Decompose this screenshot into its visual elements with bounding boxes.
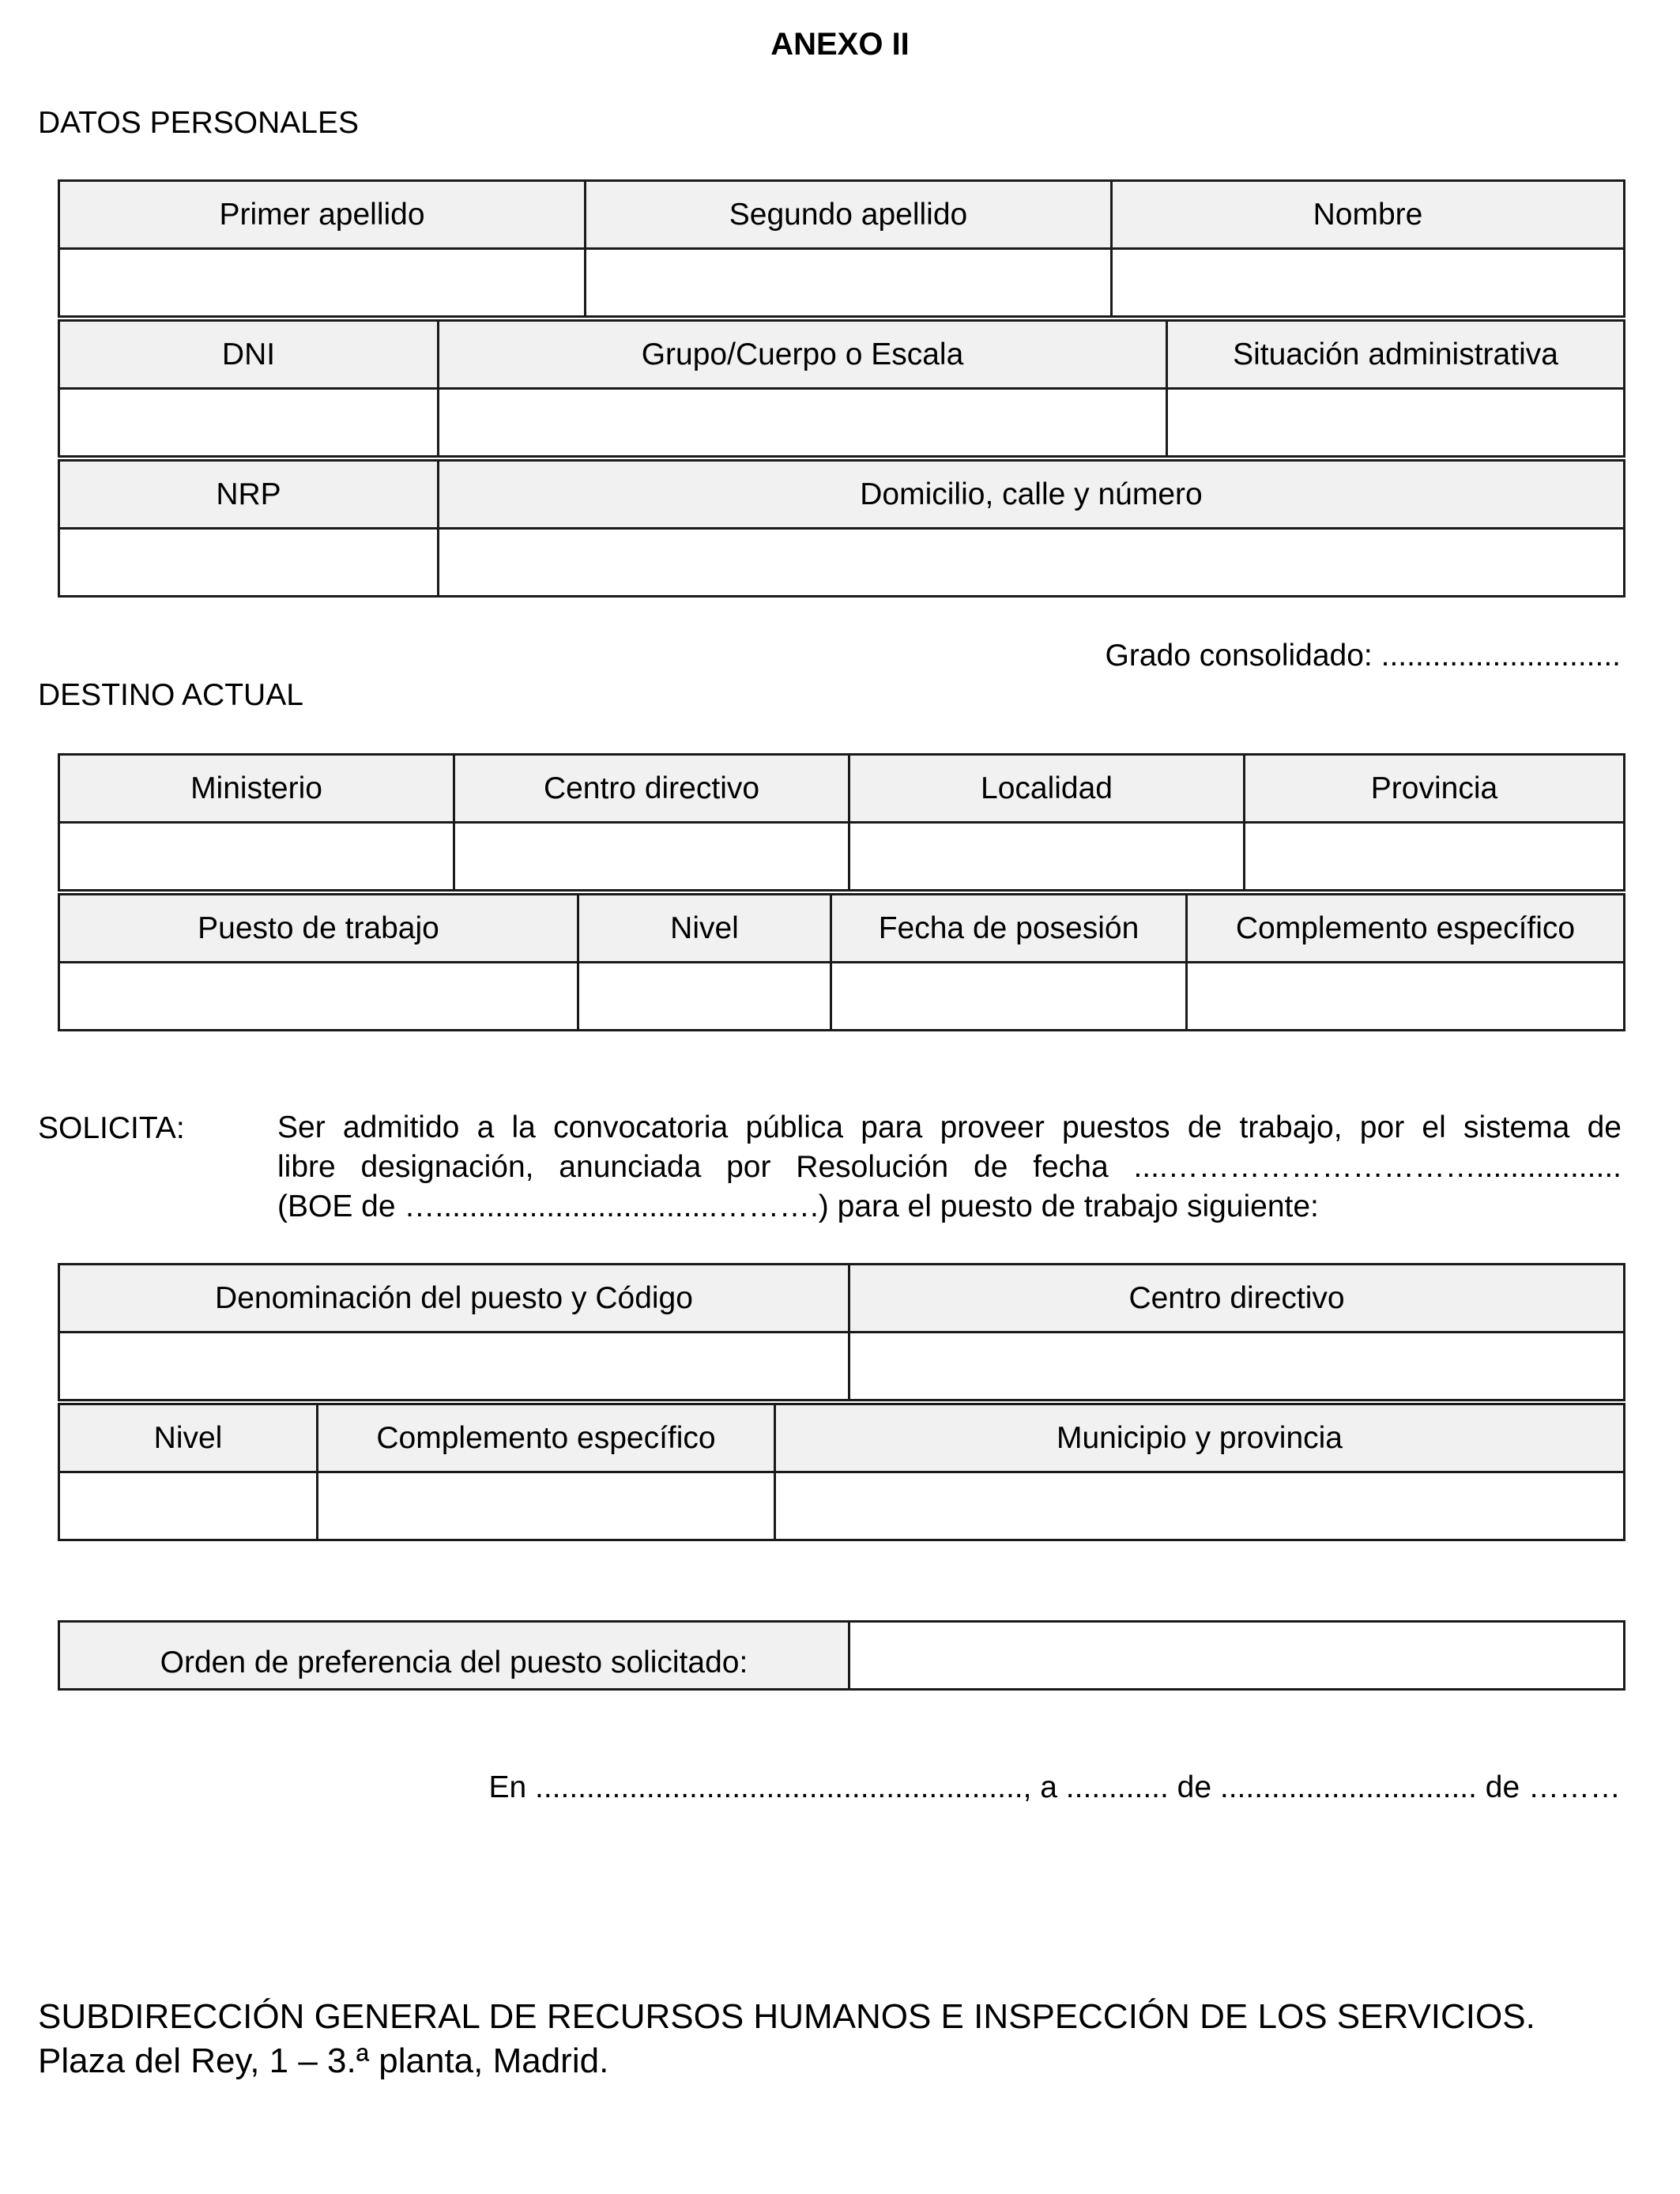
footer-line-1: SUBDIRECCIÓN GENERAL DE RECURSOS HUMANOS E INSPECCIÓN DE LOS SERVICIOS.	[38, 1997, 1535, 2036]
header-nombre: Nombre	[1112, 181, 1625, 249]
input-localidad[interactable]	[849, 823, 1245, 891]
input-fecha-posesion[interactable]	[831, 963, 1187, 1031]
input-puesto-complemento[interactable]	[318, 1472, 775, 1540]
datos-personales-table-row1	[58, 179, 1625, 318]
footer-line-2: Plaza del Rey, 1 – 3.ª planta, Madrid.	[38, 2041, 609, 2080]
input-dni[interactable]	[59, 389, 439, 457]
destino-actual-table-row2	[58, 893, 1625, 1031]
input-domicilio[interactable]	[439, 529, 1625, 597]
header-situacion-administrativa: Situación administrativa	[1167, 321, 1625, 389]
header-complemento-especifico: Complemento específico	[1187, 895, 1625, 963]
header-domicilio: Domicilio, calle y número	[439, 461, 1625, 529]
header-fecha-posesion: Fecha de posesión	[831, 895, 1187, 963]
input-nombre[interactable]	[1112, 249, 1625, 317]
input-segundo-apellido[interactable]	[586, 249, 1112, 317]
header-puesto-centro-directivo: Centro directivo	[849, 1265, 1625, 1333]
input-municipio-provincia[interactable]	[775, 1472, 1625, 1540]
input-grupo-cuerpo[interactable]	[439, 389, 1167, 457]
puesto-table-row1	[58, 1263, 1625, 1401]
destino-actual-heading: DESTINO ACTUAL	[38, 678, 303, 712]
header-ministerio: Ministerio	[59, 755, 454, 823]
input-complemento-especifico[interactable]	[1187, 963, 1625, 1031]
datos-personales-heading: DATOS PERSONALES	[38, 106, 360, 140]
input-centro-directivo[interactable]	[454, 823, 849, 891]
input-situacion-administrativa[interactable]	[1167, 389, 1625, 457]
input-denominacion-puesto[interactable]	[59, 1333, 849, 1400]
header-puesto-nivel: Nivel	[59, 1404, 318, 1472]
header-nrp: NRP	[59, 461, 439, 529]
footer-address	[38, 1995, 1535, 2083]
datos-personales-table-row2	[58, 319, 1625, 458]
header-municipio-provincia: Municipio y provincia	[775, 1404, 1625, 1472]
input-provincia[interactable]	[1245, 823, 1625, 891]
header-segundo-apellido: Segundo apellido	[586, 181, 1112, 249]
header-localidad: Localidad	[849, 755, 1245, 823]
puesto-table-row2	[58, 1403, 1625, 1541]
header-denominacion-puesto: Denominación del puesto y Código	[59, 1265, 849, 1333]
header-provincia: Provincia	[1245, 755, 1625, 823]
datos-personales-table-row3	[58, 459, 1625, 598]
header-nivel: Nivel	[578, 895, 831, 963]
solicita-text	[277, 1108, 1622, 1227]
header-primer-apellido: Primer apellido	[59, 181, 586, 249]
solicita-line-2: libre designación, anunciada por Resolución de fecha ....………………………….................	[277, 1150, 1622, 1184]
input-orden-preferencia[interactable]	[849, 1622, 1625, 1690]
input-ministerio[interactable]	[59, 823, 454, 891]
input-puesto-nivel[interactable]	[59, 1472, 318, 1540]
header-puesto-complemento: Complemento específico	[318, 1404, 775, 1472]
input-nrp[interactable]	[59, 529, 439, 597]
input-puesto-de-trabajo[interactable]	[59, 963, 578, 1031]
header-puesto-de-trabajo: Puesto de trabajo	[59, 895, 578, 963]
fecha-lugar-line: En ........................................................., a ............ de .............................. de ………	[488, 1770, 1621, 1804]
document-title: ANEXO II	[770, 27, 910, 62]
orden-preferencia-table	[58, 1620, 1625, 1691]
input-puesto-centro-directivo[interactable]	[849, 1333, 1625, 1400]
input-nivel[interactable]	[578, 963, 831, 1031]
input-primer-apellido[interactable]	[59, 249, 586, 317]
header-dni: DNI	[59, 321, 439, 389]
solicita-line-1: Ser admitido a la convocatoria pública para proveer puestos de trabajo, por el sistema de	[277, 1110, 1622, 1144]
header-centro-directivo: Centro directivo	[454, 755, 849, 823]
orden-preferencia-label: Orden de preferencia del puesto solicitado:	[59, 1622, 849, 1690]
header-grupo-cuerpo: Grupo/Cuerpo o Escala	[439, 321, 1167, 389]
grado-consolidado: Grado consolidado: ............................	[1105, 639, 1621, 673]
solicita-label: SOLICITA:	[38, 1111, 185, 1145]
solicita-line-3: (BOE de ….................................……….) para el puesto de trabajo siguiente:	[277, 1189, 1319, 1223]
destino-actual-table-row1	[58, 753, 1625, 892]
